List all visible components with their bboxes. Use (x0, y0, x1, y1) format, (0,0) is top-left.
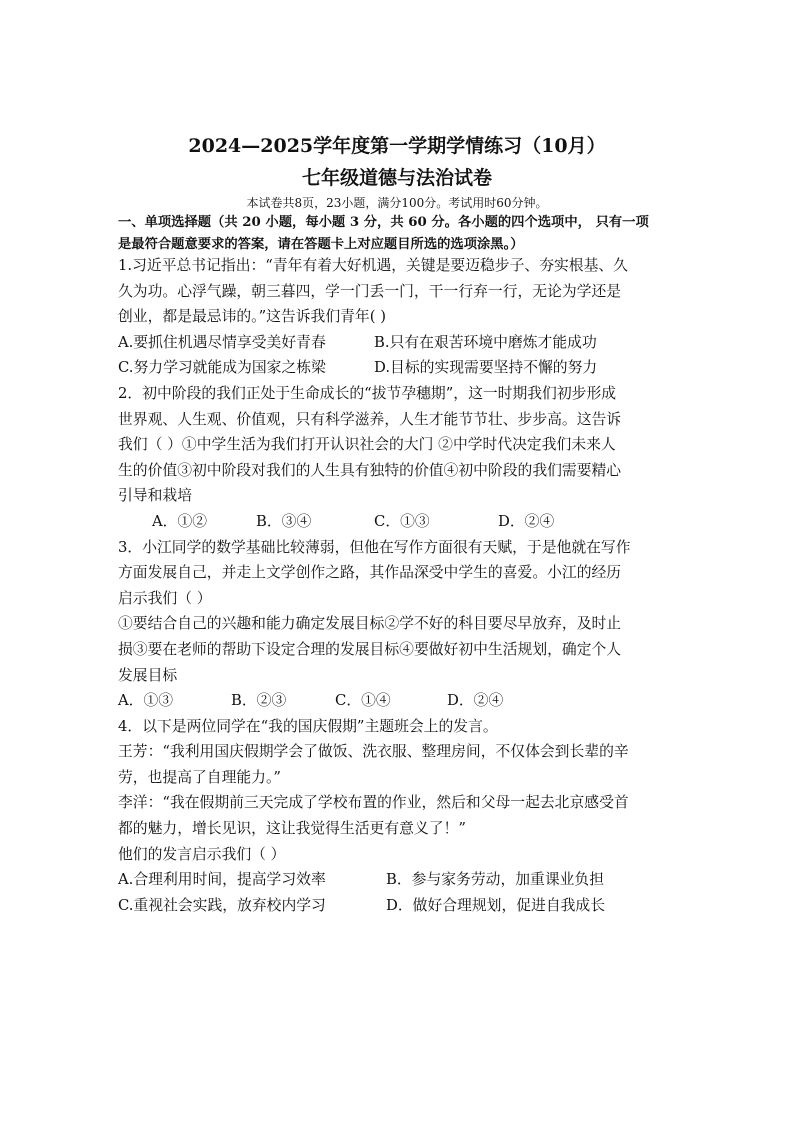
exam-subtitle: 七年级道德与法治试卷 (301, 167, 492, 189)
question-text-line: 启示我们（ ） (118, 589, 212, 607)
option-c: C．①③ (374, 512, 430, 530)
question-text-line: 引导和栽培 (118, 487, 192, 505)
option-a: A．①② (152, 512, 208, 530)
exam-meta: 本试卷共8页，23小题，满分100分。考试用时60分钟。 (246, 196, 548, 210)
section-instruction-line: 是最符合题意要求的答案，请在答题卡上对应题目所选的选项涂黑。） (118, 237, 524, 252)
question-text-line: 3．小江同学的数学基础比较薄弱，但他在写作方面很有天赋，于是他就在写作 (118, 538, 631, 556)
questions (118, 253, 678, 918)
question-text-line: 他们的发言启示我们（ ） (118, 845, 286, 863)
question-text-line: 方面发展自己，并走上文学创作之路，其作品深受中学生的喜爱。小江的经历 (118, 564, 622, 582)
question-text-line: 王芳：“我利用国庆假期学会了做饭、洗衣服、整理房间，不仅体会到长辈的辛 (118, 743, 629, 761)
question-3 (118, 535, 678, 714)
option-a: A.合理利用时间，提高学习效率 (118, 871, 326, 889)
options-row (118, 355, 678, 381)
option-b: B．参与家务劳动，加重课业负担 (386, 871, 605, 889)
question-text-line: 损③要在老师的帮助下设定合理的发展目标④要做好初中生活规划，确定个人 (118, 640, 622, 658)
question-1 (118, 253, 678, 381)
option-c: C.努力学习就能成为国家之栋梁 (118, 359, 326, 377)
question-text-line: 生的价值③初中阶段对我们的人生具有独特的价值④初中阶段的我们需要精心 (118, 461, 622, 479)
section-instructions (118, 212, 718, 256)
question-text-line: 劳，也提高了自理能力。” (118, 768, 281, 786)
question-text-line: 久为功。心浮气躁，朝三暮四，学一门丢一门，干一行弃一行，无论为学还是 (118, 282, 622, 300)
section-instruction-line: 一、单项选择题（共 20 小题，每小题 3 分，共 60 分。各小题的四个选项中， 只有一项 (118, 215, 649, 230)
question-text-line: 都的魅力，增长见识，这让我觉得生活更有意义了！” (118, 820, 466, 838)
question-text-line: 李洋：“我在假期前三天完成了学校布置的作业，然后和父母一起去北京感受首 (118, 794, 629, 812)
question-text-line: 发展目标 (118, 666, 178, 684)
option-b: B．③④ (256, 512, 312, 530)
options-row (118, 893, 678, 919)
question-text-line: 2．初中阶段的我们正处于生命成长的“拔节孕穗期”，这一时期我们初步形成 (118, 384, 617, 402)
option-c: C.重视社会实践，放弃校内学习 (118, 896, 326, 914)
option-b: B．②③ (231, 692, 287, 710)
exam-title: 2024—2025学年度第一学期学情练习（10月） (188, 135, 606, 157)
options-row (118, 509, 678, 535)
option-d: D．②④ (498, 512, 555, 530)
question-4 (118, 714, 678, 919)
option-a: A.要抓住机遇尽情享受美好青春 (118, 333, 326, 351)
question-text-line: 我们（ ）①中学生活为我们打开认识社会的大门 ②中学时代决定我们未来人 (118, 436, 616, 454)
question-text-line: 世界观、人生观、价值观，只有科学滋养，人生才能节节壮、步步高。这告诉 (118, 410, 622, 428)
options-row (118, 330, 678, 356)
option-d: D．做好合理规划，促进自我成长 (386, 896, 606, 914)
question-text-line: 创业，都是最忌讳的。”这告诉我们青年( ) (118, 308, 386, 326)
option-a: A．①③ (118, 692, 174, 710)
option-b: B.只有在艰苦环境中磨炼才能成功 (374, 333, 597, 351)
question-text-line: 4．以下是两位同学在“我的国庆假期”主题班会上的发言。 (118, 717, 498, 735)
question-text-line: ①要结合自己的兴趣和能力确定发展目标②学不好的科目要尽早放弃，及时止 (118, 615, 622, 633)
option-c: C．①④ (335, 692, 391, 710)
options-row (118, 867, 678, 893)
question-text-line: 1.习近平总书记指出：“青年有着大好机遇，关键是要迈稳步子、夯实根基、久 (118, 257, 628, 274)
question-2 (118, 381, 678, 535)
option-d: D.目标的实现需要坚持不懈的努力 (374, 359, 598, 377)
options-row (118, 688, 678, 714)
option-d: D．②④ (447, 692, 504, 710)
